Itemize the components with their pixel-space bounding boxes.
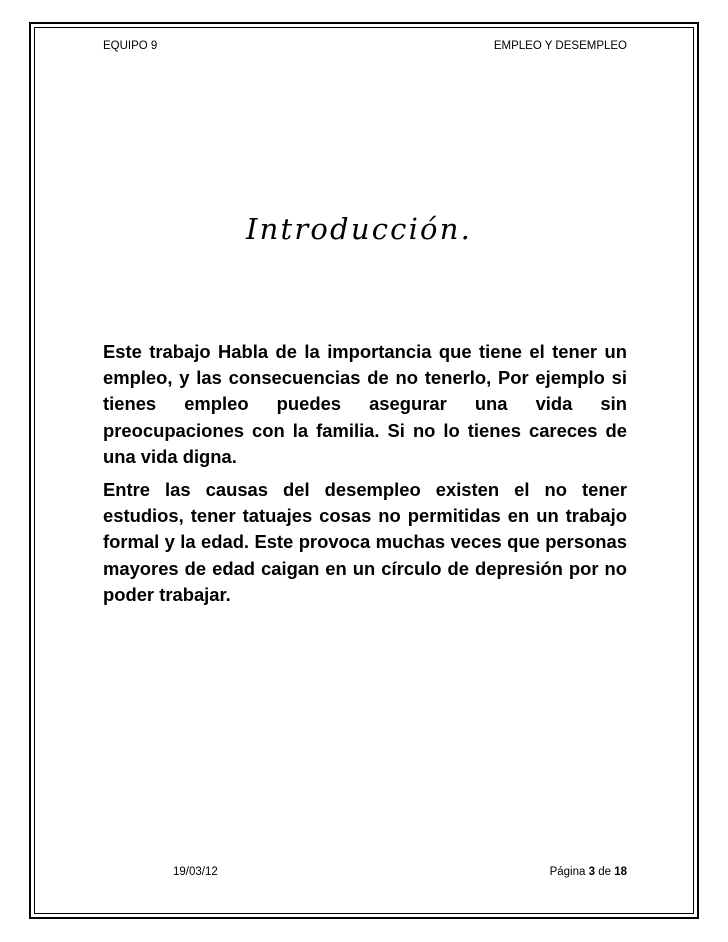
body-text (103, 339, 627, 615)
footer-date: 19/03/12 (173, 866, 218, 878)
page-number (550, 866, 627, 878)
page-title: Introducción. (245, 212, 473, 246)
page-current: 3 (588, 866, 595, 878)
page-total: 18 (614, 866, 627, 878)
paragraph: Este trabajo Habla de la importancia que tiene el tener un empleo, y las consecuencias de no tenerlo, Por ejemplo si tienes empleo puedes asegurar una vida sin preocupaciones con la familia. Si no lo tienes careces de una vida digna. (103, 341, 627, 467)
page-label: Página (549, 866, 586, 878)
header-team: EQUIPO 9 (103, 40, 158, 52)
paragraph: Entre las causas del desempleo existen el no tener estudios, tener tatuajes cosas no permitidas en un trabajo formal y la edad. Este provoca muchas veces que personas mayores de edad caigan en un círculo de depresión por no poder trabajar. (103, 479, 627, 605)
page-footer (103, 866, 627, 886)
page-header (103, 40, 627, 60)
header-topic: EMPLEO Y DESEMPLEO (493, 40, 627, 52)
page-sep: de (598, 866, 611, 878)
